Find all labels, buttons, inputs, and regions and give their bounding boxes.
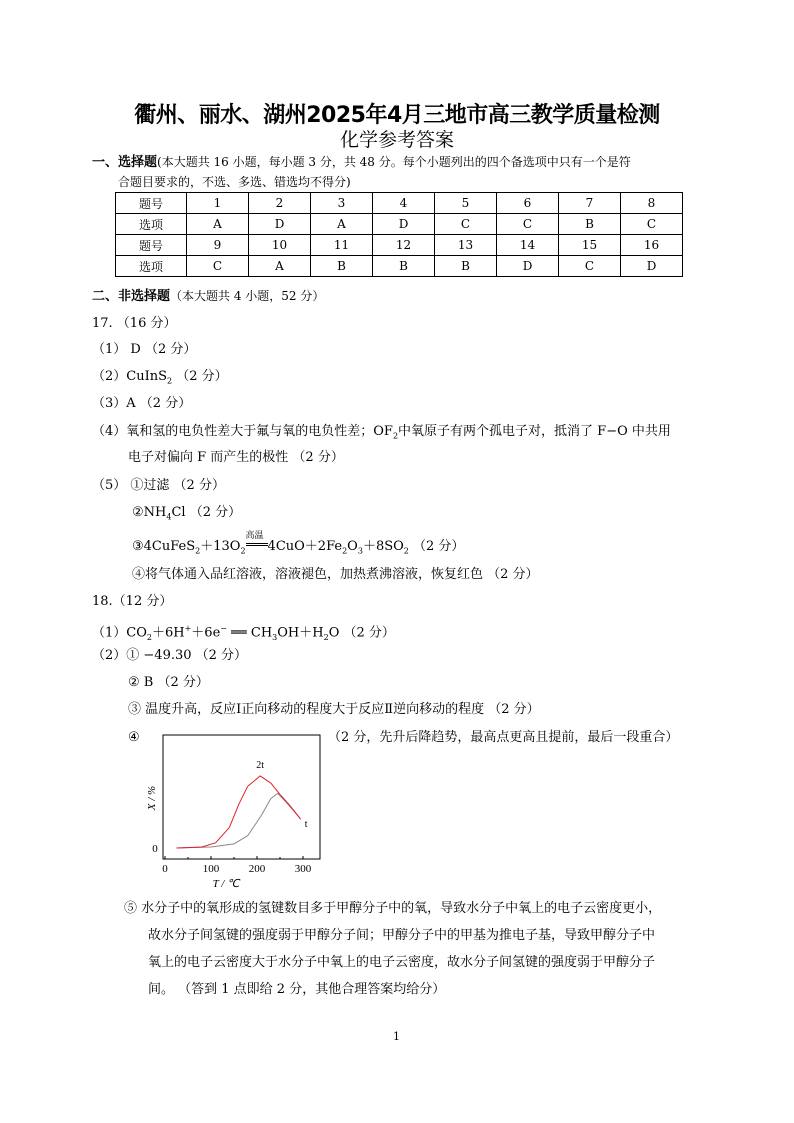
q17-p3: （3）A （2 分） [92,396,192,411]
table-cell: A [187,214,249,235]
table-row [116,214,683,235]
series-line-2t [177,776,301,848]
q18-p2-5-line3: 氧上的电子云密度大于水分子中氧上的电子云密度，故水分子间氢键的强度弱于甲醇分子 [148,955,656,970]
table-cell: 1 [187,193,249,214]
series-label-2t: 2t [256,759,265,771]
table-cell: D [373,214,435,235]
table-cell: 2 [249,193,311,214]
x-axis-label: T / ℃ [212,878,240,890]
q17-p5-1: （5） ①过滤 （2 分） [92,478,225,493]
table-cell: 14 [497,235,559,256]
table-cell: C [559,256,621,277]
section2-heading: 二、非选择题 [92,289,171,304]
heating-condition-arrow: 高温 [246,539,268,555]
x-tick-label: 100 [202,863,220,875]
table-cell: C [497,214,559,235]
table-row [116,256,683,277]
plot-frame [163,735,320,859]
q17-p1: （1） D （2 分） [92,342,197,357]
table-cell: 10 [249,235,311,256]
q17-p5-2: $②NH_4Cl$ （2 分） [132,505,242,522]
q17-p2: （2）CuInS$_2$ （2 分） [92,369,228,386]
table-cell: 6 [497,193,559,214]
table-cell: 5 [435,193,497,214]
table-row [116,193,683,214]
table-cell: B [311,256,373,277]
page-title: 衢州、丽水、湖州2025年4月三地市高三教学质量检测 [134,103,660,128]
conversion-temperature-chart [135,730,335,890]
table-cell: C [435,214,497,235]
section1-heading-line [92,154,631,171]
x-tick-label: 300 [294,863,312,875]
page-subtitle: 化学参考答案 [339,129,454,151]
table-cell: D [497,256,559,277]
y-axis-label: X / % [146,785,158,811]
q18-p2-5-line2: 故水分子间氢键的强度弱于甲醇分子间；甲醇分子中的甲基为推电子基，导致甲醇分子中 [148,928,656,943]
q17-head: 17. （16 分） [92,316,177,331]
q17-p4: （4）氧和氢的电负性差大于氟与氧的电负性差；$OF_2$中氧原子有两个孤电子对，抵消了 F−O 中共用 [92,424,671,441]
series-line-t [177,793,301,848]
table-cell: D [621,256,683,277]
table-cell: 13 [435,235,497,256]
section1-desc-cont: 合题目要求的，不选、多选、错选均不得分) [118,175,351,189]
q18-head: 18.（12 分） [92,594,173,609]
table-cell: 3 [311,193,373,214]
table-cell: 7 [559,193,621,214]
table-cell: 12 [373,235,435,256]
table-cell: B [435,256,497,277]
section1-desc: (本大题共 16 小题，每小题 3 分，共 48 分。每个小题列出的四个备选项中只有一个是符 [157,155,631,169]
q18-p2-5-line1: ⑤ 水分子中的氧形成的氢键数目多于甲醇分子中的氧，导致水分子中氧上的电子云密度更小， [124,901,662,916]
x-tick-label: 200 [248,863,266,875]
table-cell: 4 [373,193,435,214]
q17-p5-4: ④将气体通入品红溶液，溶液褪色，加热煮沸溶液，恢复红色 （2 分） [132,567,539,582]
series-label-t: t [304,819,308,831]
q17-p5-3-equation: $③4CuFeS_2+13O_2$ 高温 $4CuO+2Fe_2O_3+8SO_2$ （2 分） [132,531,465,556]
section2-desc: （本大题共 4 小题，52 分） [170,289,325,303]
x-tick-label: 0 [162,863,168,875]
row-header-cell: 选项 [116,256,187,277]
table-cell: 15 [559,235,621,256]
q18-p2-5-line4: 间。 （答到 1 点即给 2 分，其他合理答案均给分） [148,982,446,997]
table-cell: B [559,214,621,235]
table-cell: B [373,256,435,277]
q18-p2-2: ② B （2 分） [128,675,209,690]
table-cell: A [311,214,373,235]
section1-heading: 一、选择题 [92,155,158,170]
table-cell: 8 [621,193,683,214]
q18-p1-equation: $(1)CO_2+6H^++6e^-$ ══ $CH_3OH+H_2O$ （2 分） [92,624,395,642]
q18-p2-4-marker: ④ [128,730,140,745]
table-cell: 11 [311,235,373,256]
table-cell: C [621,214,683,235]
table-cell: D [249,214,311,235]
q18-p2-3: ③ 温度升高，反应Ⅰ正向移动的程度大于反应Ⅱ逆向移动的程度 （2 分） [128,702,540,717]
table-cell: 9 [187,235,249,256]
y-tick-label: 0 [152,843,158,855]
table-cell: 16 [621,235,683,256]
row-header-cell: 题号 [116,193,187,214]
page-number: 1 [393,1030,400,1043]
q18-p2-1: （2）① −49.30 （2 分） [92,648,248,663]
table-cell: A [249,256,311,277]
section2-heading-line [92,288,324,305]
row-header-cell: 题号 [116,235,187,256]
table-cell: C [187,256,249,277]
table-row [116,235,683,256]
q18-p2-4-note: （2 分，先升后降趋势，最高点更高且提前，最后一段重合） [328,730,679,745]
row-header-cell: 选项 [116,214,187,235]
answer-table [115,192,683,277]
q17-p4-cont: 电子对偏向 F 而产生的极性 （2 分） [128,450,344,465]
